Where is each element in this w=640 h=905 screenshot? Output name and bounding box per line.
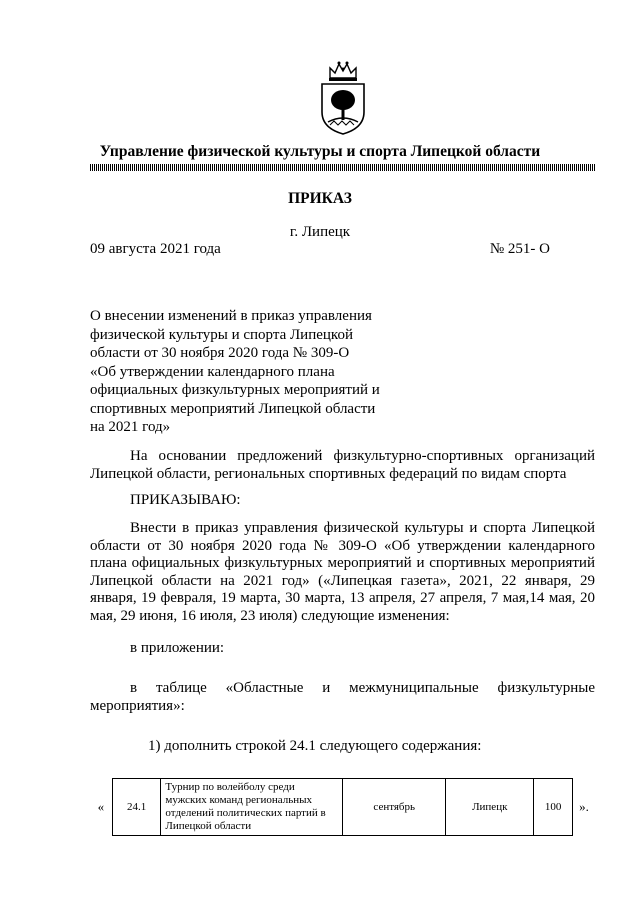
order-word: ПРИКАЗЫВАЮ: [130, 492, 241, 508]
table-intro-paragraph: в таблице «Областные и межмуниципальные физкультурные мероприятия»: [90, 680, 595, 714]
table-row [90, 779, 595, 836]
subject-line: спортивных мероприятий Липецкой области [90, 400, 376, 417]
subject-line: на 2021 год» [90, 419, 171, 435]
row-place: Липецк [446, 779, 534, 836]
close-quote: ». [579, 799, 589, 814]
subject-line: «Об утверждении календарного плана [90, 363, 335, 380]
subject-line: физической культуры и спорта Липецкой [90, 326, 353, 343]
added-table-row [90, 778, 595, 836]
document-number: № 251- О [489, 241, 550, 257]
document-subject [90, 307, 390, 437]
main-paragraph: Внести в приказ управления физической культуры и спорта Липецкой области от 30 ноября 2020 года № 309-О «Об утверждении календарного плана официальных физкультурных мероприятий и спортивных мероприятий Липецкой области на 2021 год» («Липецкая газета», 2021, 22 января, 29 января, 19 февраля, 19 марта, 30 марта, 13 апреля, 27 апреля, 7 мая,14 мая, 20 мая, 29 июня, 16 июля, 23 июля) следующие изменения: [90, 520, 595, 624]
row-month: сентябрь [343, 779, 446, 836]
row-event: Турнир по волейболу среди мужских команд региональных отделений политических партий в Липецкой области [161, 779, 343, 836]
subject-line: официальных физкультурных мероприятий и [90, 382, 380, 398]
subject-line: области от 30 ноября 2020 года № 309-О [90, 345, 350, 361]
appendix-line: в приложении: [130, 640, 225, 656]
header-divider [90, 164, 595, 171]
organization-name: Управление физической культуры и спорта Липецкой области [99, 143, 541, 160]
row-code: 24.1 [112, 779, 161, 836]
row-count: 100 [534, 779, 573, 836]
subject-line: О внесении изменений в приказ управления [90, 308, 372, 324]
document-date: 09 августа 2021 года [90, 241, 221, 257]
document-city: г. Липецк [289, 224, 351, 240]
item-one: 1) дополнить строкой 24.1 следующего содержания: [148, 738, 482, 754]
basis-paragraph: На основании предложений физкультурно-спортивных организаций Липецкой области, региональных спортивных федераций по видам спорта [90, 448, 595, 482]
open-quote: « [97, 799, 105, 814]
document-title: ПРИКАЗ [288, 190, 352, 207]
coat-of-arms-icon [318, 58, 368, 136]
